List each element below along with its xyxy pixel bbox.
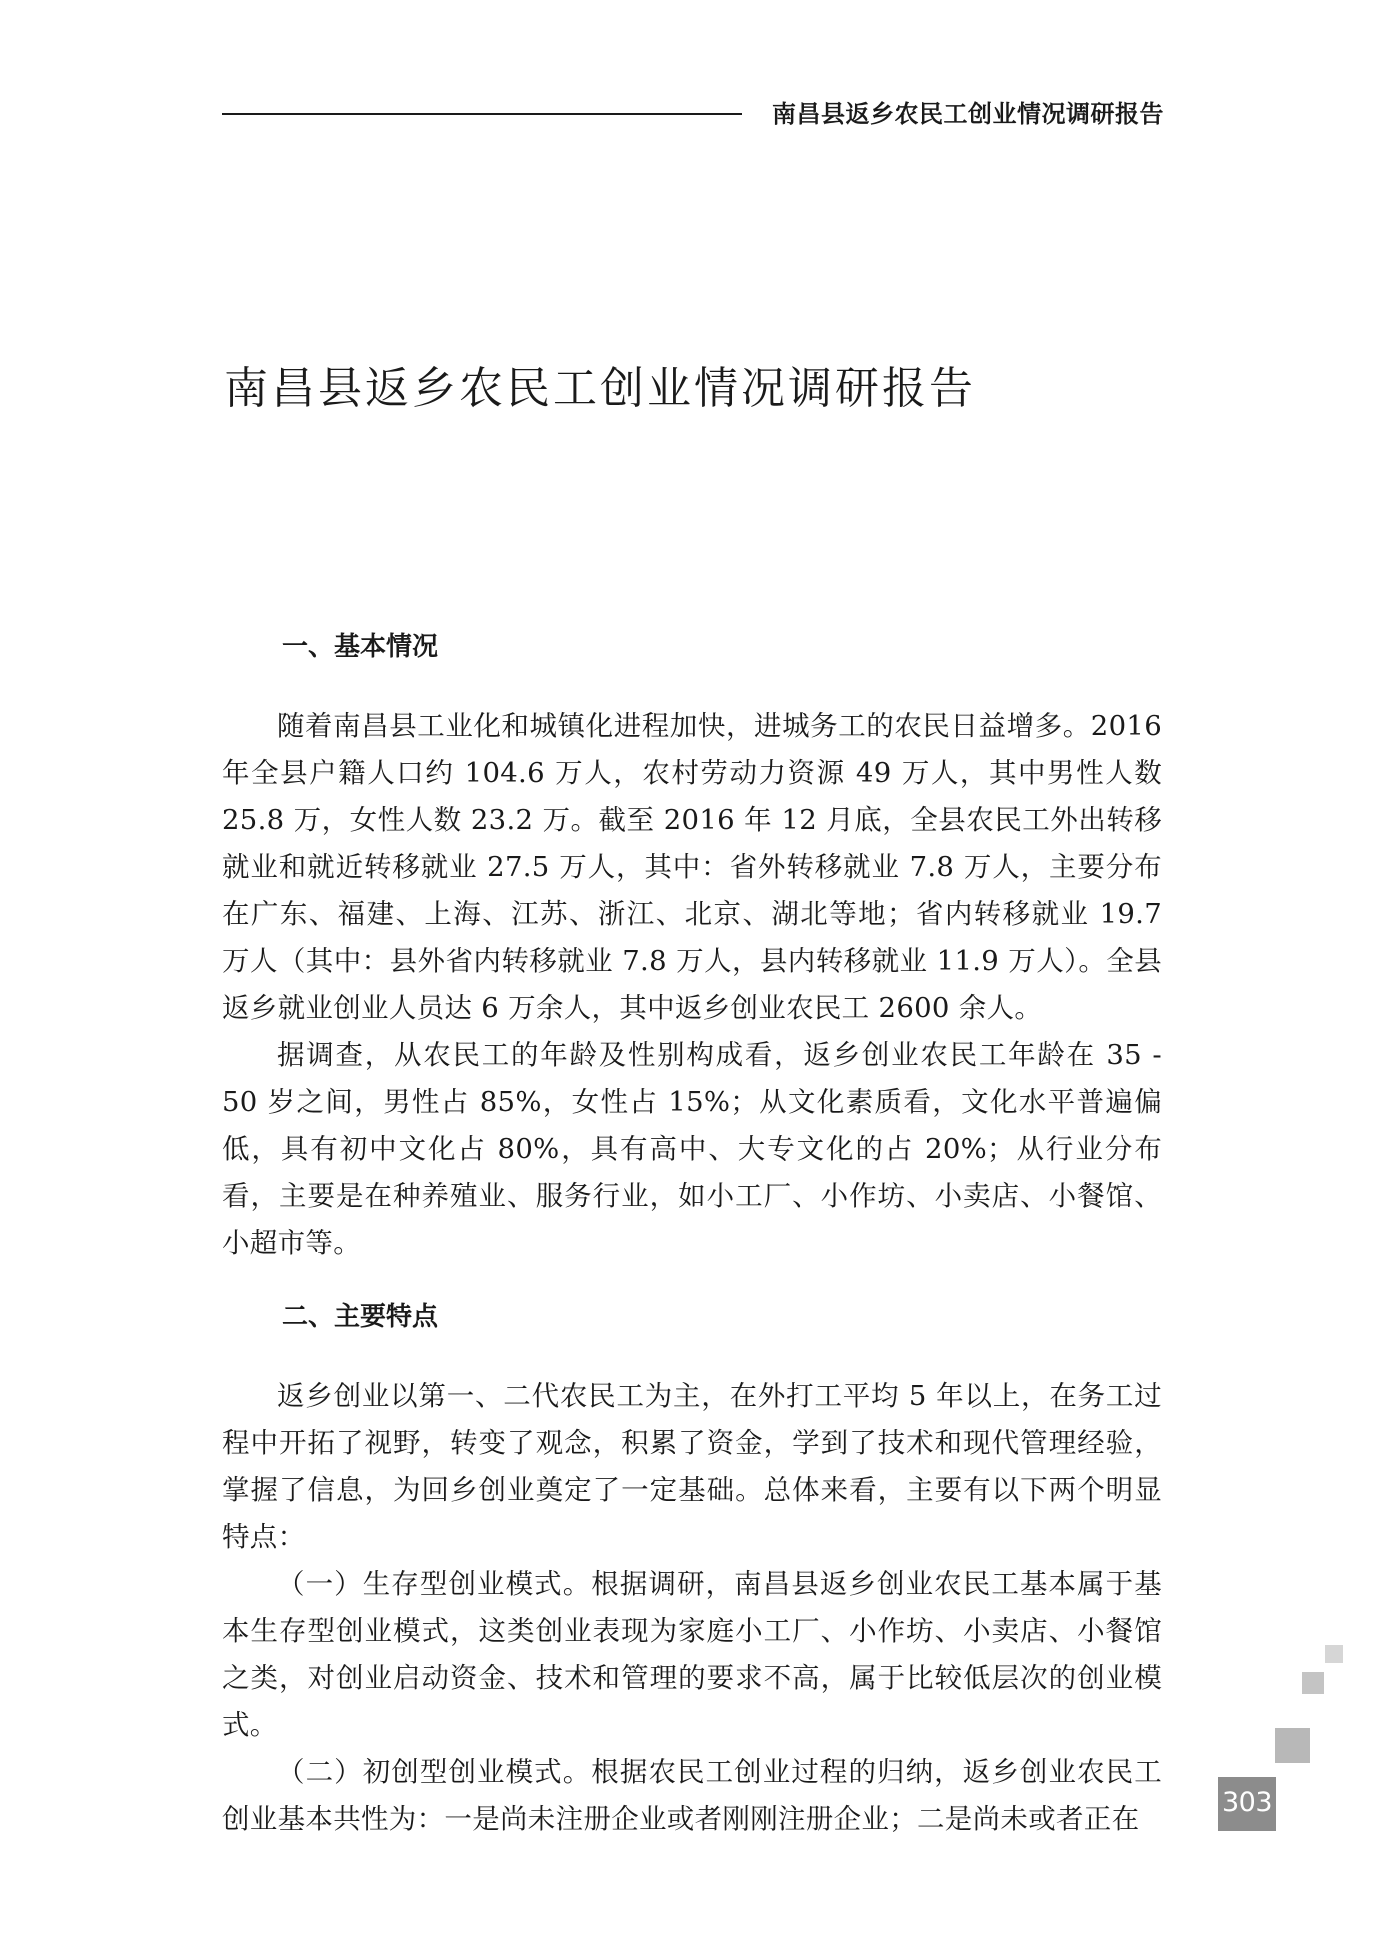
paragraph: 据调查，从农民工的年龄及性别构成看，返乡创业农民工年龄在 35 - 50 岁之间，男性占 85%，女性占 15%；从文化素质看，文化水平普遍偏低，具有初中文化占 80%，具有高中、大专文化的占 20%；从行业分布看，主要是在种养殖业、服务行业，如小工厂、小作坊、小卖店、小餐馆、小超市等。 [222,1039,1162,1259]
page-title: 南昌县返乡农民工创业情况调研报告 [224,363,976,414]
body-text [222,627,1162,1843]
page-number: 303 [1222,1787,1273,1818]
paragraph: （一）生存型创业模式。根据调研，南昌县返乡创业农民工基本属于基本生存型创业模式，这类创业表现为家庭小工厂、小作坊、小卖店、小餐馆之类，对创业启动资金、技术和管理的要求不高，属于比较低层次的创业模式。 [222,1568,1162,1741]
paragraph: 返乡创业以第一、二代农民工为主，在外打工平均 5 年以上，在务工过程中开拓了视野，转变了观念，积累了资金，学到了技术和现代管理经验，掌握了信息，为回乡创业奠定了一定基础。总体来看，主要有以下两个明显特点： [222,1380,1162,1553]
decorative-square [1325,1645,1343,1663]
paragraph: 随着南昌县工业化和城镇化进程加快，进城务工的农民日益增多。2016 年全县户籍人口约 104.6 万人，农村劳动力资源 49 万人，其中男性人数 25.8 万，女性人数 23.2 万。截至 2016 年 12 月底，全县农民工外出转移就业和就近转移就业 27.5 万人，其中：省外转移就业 7.8 万人，主要分布在广东、福建、上海、江苏、浙江、北京、湖北等地；省内转移就业 19.7 万人（其中：县外省内转移就业 7.8 万人，县内转移就业 11.9 万人）。全县返乡就业创业人员达 6 万余人，其中返乡创业农民工 2600 余人。 [222,710,1162,1024]
running-head-text: 南昌县返乡农民工创业情况调研报告 [772,100,1164,128]
running-head-rule [222,113,742,115]
paragraph: （二）初创型创业模式。根据农民工创业过程的归纳，返乡创业农民工创业基本共性为：一是尚未注册企业或者刚刚注册企业；二是尚未或者正在 [222,1756,1162,1835]
section-heading-basic: 一、基本情况 [282,632,439,662]
section-heading-features: 二、主要特点 [282,1302,439,1332]
decorative-square [1302,1672,1324,1694]
running-head [222,92,1164,132]
decorative-square [1275,1728,1310,1763]
